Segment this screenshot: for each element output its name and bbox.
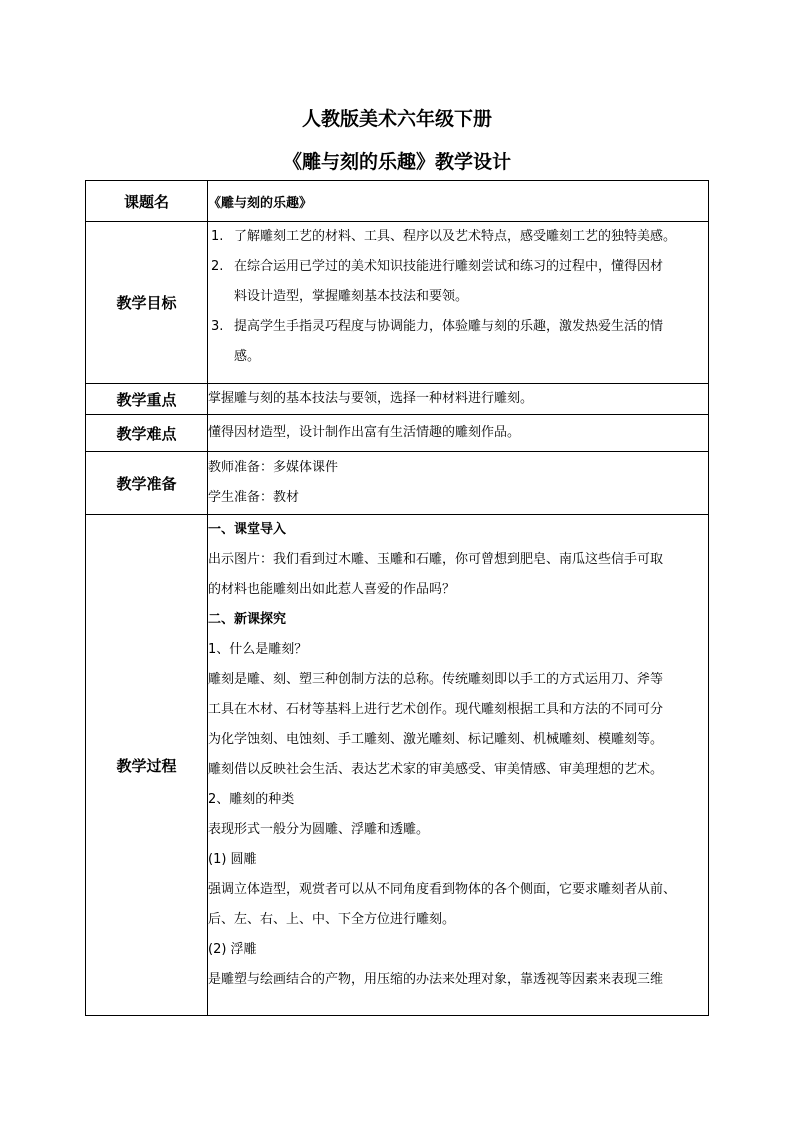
table-row-objectives bbox=[86, 222, 709, 384]
process-line: (1) 圆雕 bbox=[208, 852, 257, 867]
value-key-points: 掌握雕与刻的基本技法与要领，选择一种材料进行雕刻。 bbox=[208, 384, 709, 415]
process-line: 1、什么是雕刻？ bbox=[208, 642, 308, 657]
table-row-process bbox=[86, 515, 709, 1016]
label-difficulties: 教学难点 bbox=[86, 415, 208, 452]
lesson-plan-table bbox=[85, 180, 709, 1016]
table-row-difficulties bbox=[86, 415, 709, 452]
process-line: 的材料也能雕刻出如此惹人喜爱的作品吗？ bbox=[208, 582, 456, 597]
value-preparation bbox=[208, 452, 709, 515]
objective-item-2: 2. 在综合运用已学过的美术知识技能进行雕刻尝试和练习的过程中，懂得因材 bbox=[211, 259, 664, 274]
process-line: 是雕塑与绘画结合的产物，用压缩的办法来处理对象，靠透视等因素来表现三维 bbox=[208, 972, 664, 987]
value-topic bbox=[208, 181, 709, 222]
value-difficulties: 懂得因材造型，设计制作出富有生活情趣的雕刻作品。 bbox=[208, 415, 709, 452]
process-line: 一、课堂导入 bbox=[208, 522, 287, 537]
label-preparation: 教学准备 bbox=[86, 452, 208, 515]
objective-item-1: 1. 了解雕刻工艺的材料、工具、程序以及艺术特点，感受雕刻工艺的独特美感。 bbox=[211, 229, 677, 244]
table-row-key-points bbox=[86, 384, 709, 415]
process-line: 为化学蚀刻、电蚀刻、手工雕刻、激光雕刻、标记雕刻、机械雕刻、模雕刻等。 bbox=[208, 732, 664, 747]
value-objectives bbox=[208, 222, 709, 384]
document-subtitle: 《雕与刻的乐趣》教学设计 bbox=[282, 151, 511, 173]
process-line: 强调立体造型，观赏者可以从不同角度看到物体的各个侧面，它要求雕刻者从前、 bbox=[208, 882, 677, 897]
prep-teacher: 教师准备：多媒体课件 bbox=[208, 460, 339, 475]
prep-student: 学生准备：教材 bbox=[208, 490, 300, 505]
process-line: 2、雕刻的种类 bbox=[208, 792, 295, 807]
process-line: 雕刻借以反映社会生活、表达艺术家的审美感受、审美情感、审美理想的艺术。 bbox=[208, 762, 664, 777]
document-title: 人教版美术六年级下册 bbox=[301, 108, 492, 130]
process-line: 雕刻是雕、刻、塑三种创制方法的总称。传统雕刻即以手工的方式运用刀、斧等 bbox=[208, 672, 664, 687]
process-line: 工具在木材、石材等基料上进行艺术创作。现代雕刻根据工具和方法的不同可分 bbox=[208, 702, 664, 717]
label-process: 教学过程 bbox=[86, 515, 208, 1016]
process-line: 表现形式一般分为圆雕、浮雕和透雕。 bbox=[208, 822, 430, 837]
label-objectives: 教学目标 bbox=[86, 222, 208, 384]
objective-item-2-cont: 料设计造型，掌握雕刻基本技法和要领。 bbox=[234, 289, 469, 304]
process-line: 后、左、右、上、中、下全方位进行雕刻。 bbox=[208, 912, 456, 927]
process-line: 出示图片：我们看到过木雕、玉雕和石雕，你可曾想到肥皂、南瓜这些信手可取 bbox=[208, 552, 664, 567]
table-row-preparation bbox=[86, 452, 709, 515]
label-topic: 课题名 bbox=[86, 181, 208, 222]
objective-item-3-cont: 感。 bbox=[234, 349, 261, 364]
label-key-points: 教学重点 bbox=[86, 384, 208, 415]
table-row-topic bbox=[86, 181, 709, 222]
process-line: (2) 浮雕 bbox=[208, 942, 257, 957]
topic-text: 《雕与刻的乐趣》 bbox=[208, 195, 313, 211]
value-process bbox=[208, 515, 709, 1016]
process-line: 二、新课探究 bbox=[208, 612, 287, 627]
objective-item-3: 3. 提高学生手指灵巧程度与协调能力，体验雕与刻的乐趣，激发热爱生活的情 bbox=[211, 319, 664, 334]
